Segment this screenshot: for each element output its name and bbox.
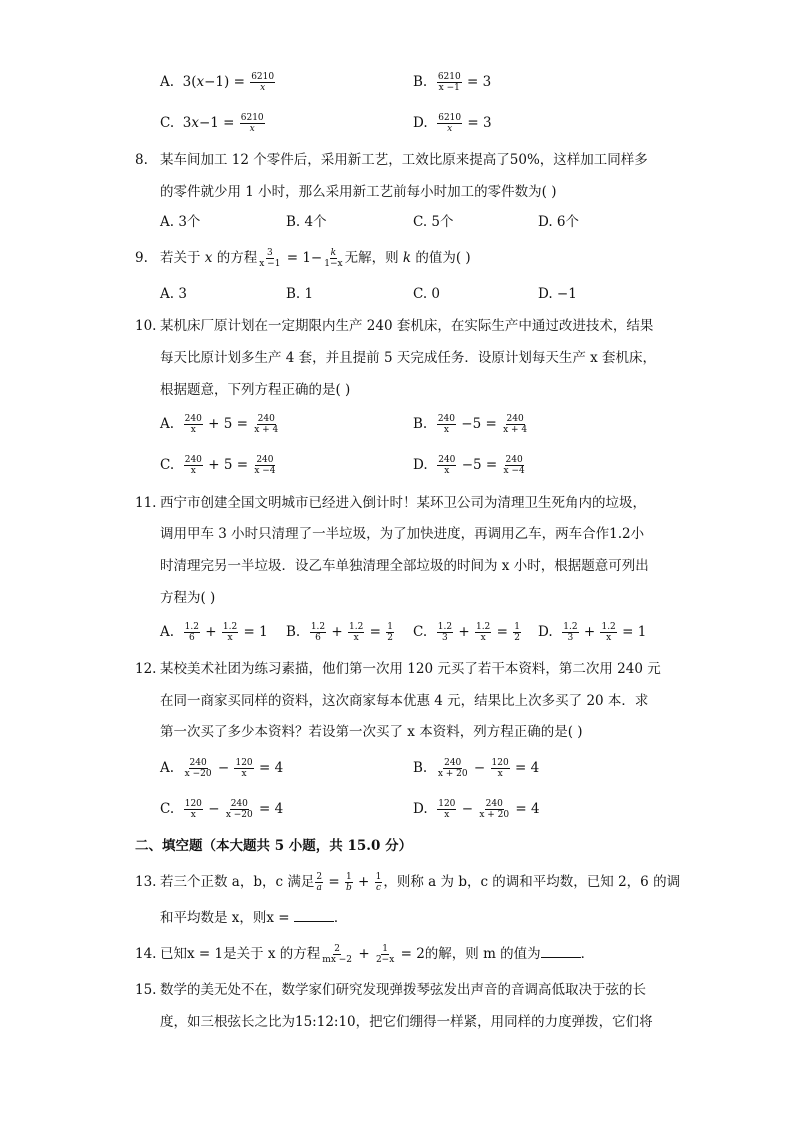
q10-line3: 根据题意，下列方程正确的是( ) — [160, 382, 351, 398]
q11-line2: 调用甲车 3 小时只清理了一半垃圾，为了加快进度，再调用乙车，两车合作1.2小 — [160, 526, 645, 542]
q9-stem: 若关于 x 的方程 $\frac{3}{x -1}$ = 1− $\frac{k}{1-x}$ 无解，则 k 的值为( ) — [160, 248, 471, 269]
q12-option-c: C. $\frac{120}{x}$ − $\frac{240}{x -20}$ = 4 — [160, 799, 284, 820]
q11-number: 11. — [135, 495, 157, 511]
q11-line3: 时清理完另一半垃圾．设乙车单独清理全部垃圾的时间为 x 小时，根据题意可列出 — [160, 558, 649, 574]
q10-line2: 每天比原计划多生产 4 套，并且提前 5 天完成任务．设原计划每天生产 x 套机床， — [160, 350, 657, 366]
q10-number: 10. — [135, 318, 157, 334]
q15-line2: 度，如三根弦长之比为15:12:10，把它们绷得一样紧，用同样的力度弹拨，它们将 — [160, 1014, 653, 1030]
q13-answer-blank[interactable] — [294, 909, 334, 922]
q8-number: 8. — [135, 152, 148, 168]
q7-option-c: C. 3x−1 = $\frac{6210}{x}$ — [160, 113, 264, 134]
section-fill-in-title: 二、填空题（本大题共 5 小题，共 15.0 分） — [135, 838, 413, 854]
q11-option-b: B. $\frac{1.2}{6}$ + $\frac{1.2}{x}$ = $\frac{1}{2}$ — [286, 622, 394, 643]
q11-option-c: C. $\frac{1.2}{3}$ + $\frac{1.2}{x}$ = $\frac{1}{2}$ — [413, 622, 520, 643]
q11-line1: 西宁市创建全国文明城市已经进入倒计时！某环卫公司为清理卫生死角内的垃圾， — [160, 495, 646, 511]
q14-stem: 已知x = 1是关于 x 的方程 $\frac{2}{mx -2}$ + $\frac{1}{2-x}$ = 2的解，则 m 的值为 ． — [160, 944, 595, 965]
q10-option-d: D. $\frac{240}{x}$ −5 = $\frac{240}{x -4}$ — [413, 455, 525, 476]
q10-option-b: B. $\frac{240}{x}$ −5 = $\frac{240}{x + 4}$ — [413, 414, 528, 435]
q14-number: 14. — [135, 946, 157, 962]
q12-line2: 在同一商家买同样的资料，这次商家每本优惠 4 元，结果比上次多买了 20 本．求 — [160, 693, 649, 709]
q12-option-d: D. $\frac{120}{x}$ − $\frac{240}{x + 20}$ = 4 — [413, 799, 540, 820]
q8-option-d: D. 6个 — [538, 214, 580, 230]
q12-option-a: A. $\frac{240}{x -20}$ − $\frac{120}{x}$ = 4 — [160, 758, 284, 779]
q9-option-c: C. 0 — [413, 286, 441, 302]
q9-number: 9. — [135, 250, 148, 266]
q12-line3: 第一次买了多少本资料？若设第一次买了 x 本资料，列方程正确的是( ) — [160, 724, 583, 740]
q11-option-d: D. $\frac{1.2}{3}$ + $\frac{1.2}{x}$ = 1 — [538, 622, 647, 643]
q9-option-d: D. −1 — [538, 286, 577, 302]
q14-answer-blank[interactable] — [541, 945, 581, 958]
q10-option-c: C. $\frac{240}{x}$ + 5 = $\frac{240}{x -4}$ — [160, 455, 276, 476]
q10-option-a: A. $\frac{240}{x}$ + 5 = $\frac{240}{x + 4}$ — [160, 414, 279, 435]
q8-option-c: C. 5个 — [413, 214, 454, 230]
q11-line4: 方程为( ) — [160, 590, 216, 606]
q8-line2: 的零件就少用 1 小时，那么采用新工艺前每小时加工的零件数为( ) — [160, 184, 557, 200]
q8-line1: 某车间加工 12 个零件后，采用新工艺，工效比原来提高了50%，这样加工同样多 — [160, 152, 648, 168]
q12-line1: 某校美术社团为练习素描，他们第一次用 120 元买了若干本资料，第二次用 240 元 — [160, 661, 661, 677]
q11-option-a: A. $\frac{1.2}{6}$ + $\frac{1.2}{x}$ = 1 — [160, 622, 268, 643]
q7-option-a: A. 3(x−1) = $\frac{6210}{x}$ — [160, 72, 275, 93]
q15-number: 15. — [135, 982, 157, 998]
q12-option-b: B. $\frac{240}{x + 20}$ − $\frac{120}{x}$ = 4 — [413, 758, 540, 779]
q15-line1: 数学的美无处不在，数学家们研究发现弹拨琴弦发出声音的音调高低取决于弦的长 — [160, 982, 646, 998]
q10-line1: 某机床厂原计划在一定期限内生产 240 套机床，在实际生产中通过改进技术，结果 — [160, 318, 654, 334]
q13-number: 13. — [135, 874, 157, 890]
q8-option-a: A. 3个 — [160, 214, 201, 230]
q9-option-b: B. 1 — [286, 286, 314, 302]
q8-option-b: B. 4个 — [286, 214, 327, 230]
q9-option-a: A. 3 — [160, 286, 187, 302]
q12-number: 12. — [135, 661, 157, 677]
q7-option-d: D. $\frac{6210}{x}$ = 3 — [413, 113, 492, 134]
q13-line2: 和平均数是 x，则x = ． — [160, 910, 348, 926]
q7-option-b: B. $\frac{6210}{x -1}$ = 3 — [413, 72, 492, 93]
q13-line1: 若三个正数 a，b，c 满足 $\frac{2}{a}$ = $\frac{1}{b}$ + $\frac{1}{c}$ ，则称 a 为 b，c 的调和平均数，已知 2，6 的调 — [160, 872, 681, 893]
